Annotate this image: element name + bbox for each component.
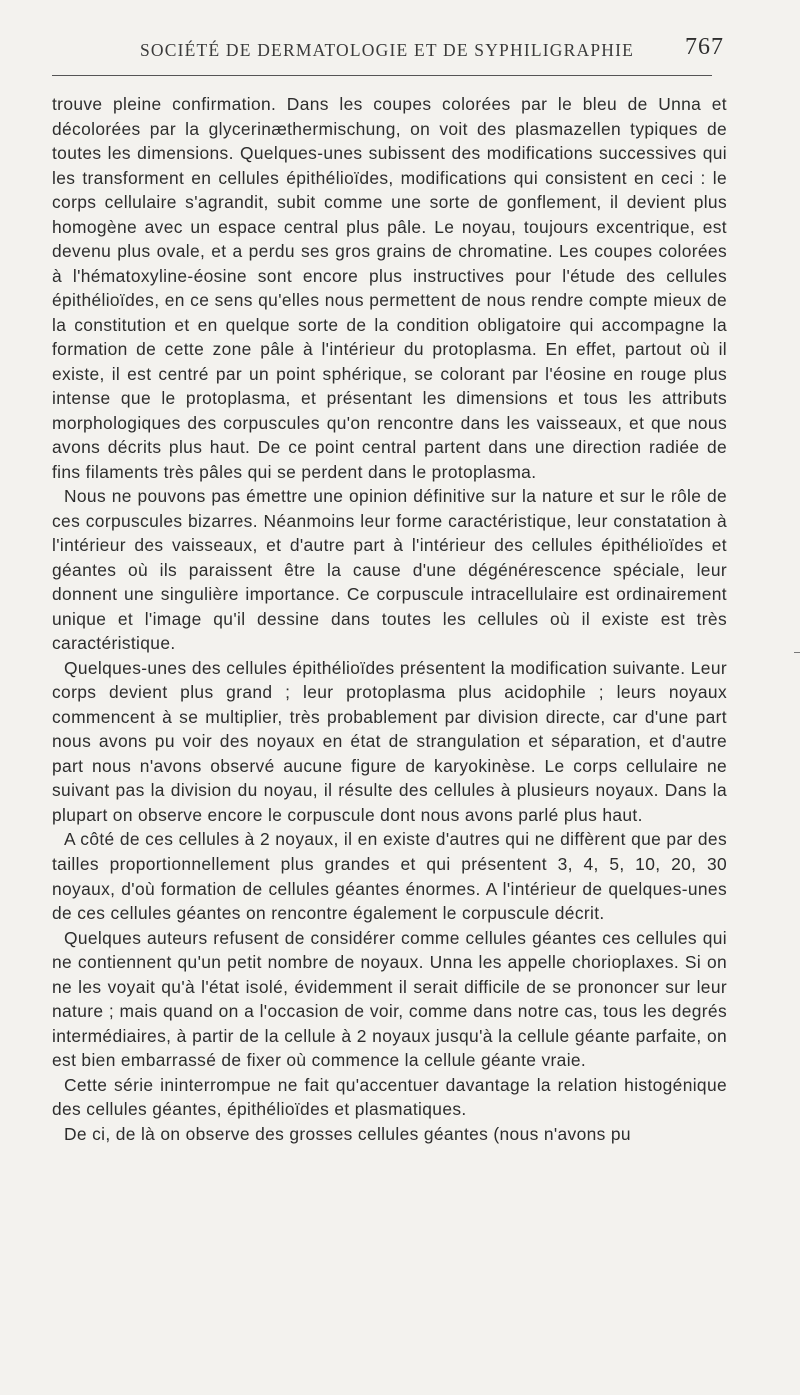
running-head xyxy=(52,34,728,70)
running-title: SOCIÉTÉ DE DERMATOLOGIE ET DE SYPHILIGRAPHIE xyxy=(140,40,635,60)
paragraph: Quelques auteurs refusent de considérer comme cellules géantes ces cellules qui ne contiennent qu'un petit nombre de noyaux. Unna les appelle chorioplaxes. Si on ne les voyait qu'à l'état isolé, évidemment il serait difficile de se prononcer sur leur nature ; mais quand on a l'occasion de voir, comme dans notre cas, tous les degrés intermédiaires, à partir de la cellule à 2 noyaux jusqu'à la cellule géante parfaite, on est bien embarrassé de fixer où commence la cellule géante vraie. xyxy=(52,927,727,1071)
paragraph: Nous ne pouvons pas émettre une opinion définitive sur la nature et sur le rôle de ces corpuscules bizarres. Néanmoins leur forme caractéristique, leur constatation à l'intérieur des vaisseaux, et d'autre part à l'intérieur des cellules épithélioïdes et géantes où ils paraissent être la cause d'une dégénérescence spéciale, leur donnent une singulière importance. Ce corpuscule intracellulaire est ordinairement unique et l'image qu'il dessine dans toutes les cellules où il existe est très caractéristique. xyxy=(52,486,727,654)
paragraph: Cette série ininterrompue ne fait qu'accentuer davantage la relation histogénique des cellules géantes, épithélioïdes et plasmatiques. xyxy=(52,1074,727,1120)
page-number: 767 xyxy=(685,34,724,60)
article-body xyxy=(52,92,727,1146)
paragraph: A côté de ces cellules à 2 noyaux, il en existe d'autres qui ne diffèrent que par des tailles proportionnellement plus grandes et qui présentent 3, 4, 5, 10, 20, 30 noyaux, d'où formation de cellules géantes énormes. A l'intérieur de quelques-unes de ces cellules géantes on rencontre également le corpuscule décrit. xyxy=(52,829,727,924)
scan-edge-mark xyxy=(794,652,800,653)
header-rule xyxy=(52,75,712,76)
paragraph: trouve pleine confirmation. Dans les coupes colorées par le bleu de Unna et décolorées par la glycerinæthermischung, on voit des plasmazellen typiques de toutes les dimensions. Quelques-unes subissent des modifications successives qui les transforment en cellules épithélioïdes, modifications qui consistent en ceci : le corps cellulaire s'agrandit, subit comme une sorte de gonflement, il devient plus homogène avec un espace central plus pâle. Le noyau, toujours excentrique, est devenu plus ovale, et a perdu ses gros grains de chromatine. Les coupes colorées à l'hématoxyline-éosine sont encore plus instructives pour l'étude des cellules épithélioïdes, en ce sens qu'elles nous permettent de nous rendre compte mieux de la constitution et en quelque sorte de la condition obligatoire qui accompagne la formation de cette zone pâle à l'intérieur du protoplasma. En effet, partout où il existe, il est centré par un point sphérique, se colorant par l'éosine en rouge plus intense que le protoplasma, et présentant les dimensions et tous les attributs morphologiques des corpuscules qu'on rencontre dans les vaisseaux, et que nous avons décrits plus haut. De ce point central partent dans une direction radiée de fins filaments très pâles qui se perdent dans le protoplasma. xyxy=(52,94,727,482)
paragraph-continued: De ci, de là on observe des grosses cellules géantes (nous n'avons pu xyxy=(64,1123,631,1144)
paragraph: Quelques-unes des cellules épithélioïdes présentent la modification suivante. Leur corps devient plus grand ; leur protoplasma plus acidophile ; leurs noyaux commencent à se multiplier, très probablement par division directe, car d'une part nous avons pu voir des noyaux en état de strangulation et séparation, et d'autre part nous n'avons observé aucune figure de karyokinèse. Le corps cellulaire ne suivant pas la division du noyau, il résulte des cellules à plusieurs noyaux. Dans la plupart on observe encore le corpuscule dont nous avons parlé plus haut. xyxy=(52,657,727,825)
